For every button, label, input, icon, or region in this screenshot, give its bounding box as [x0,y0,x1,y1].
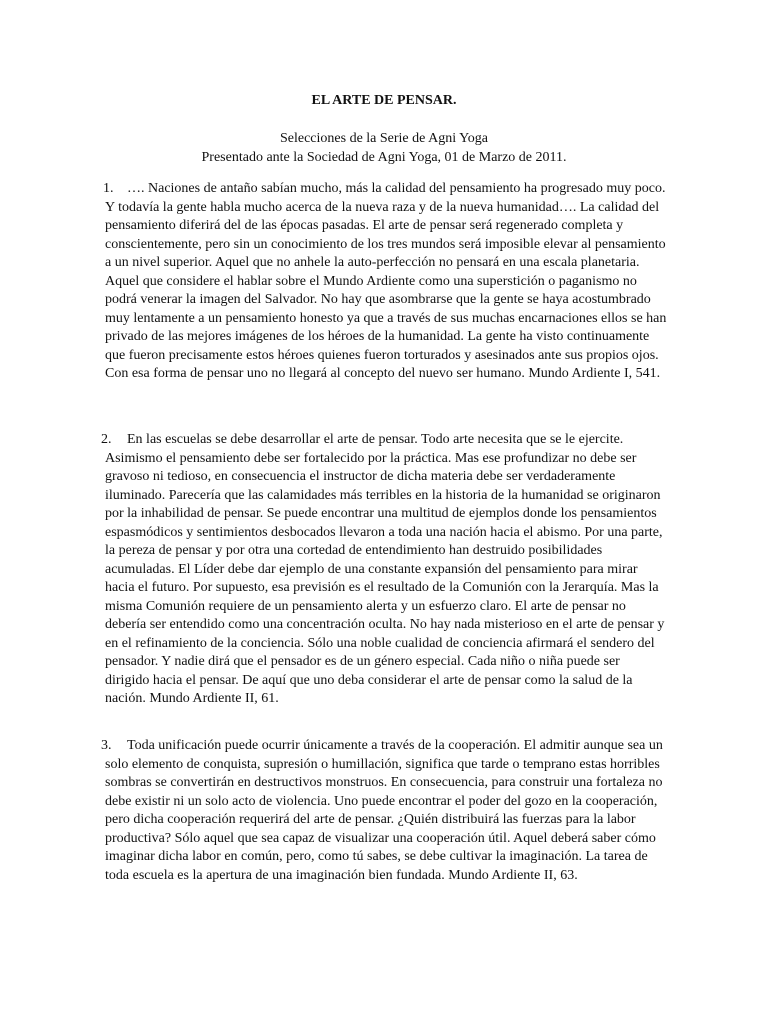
document-subtitle-series: Selecciones de la Serie de Agni Yoga [279,131,488,146]
paragraph-3 [101,737,667,885]
paragraph-text: En las escuelas se debe desarrollar el arte de pensar. Todo arte necesita que se le ejercite. Asimismo el pensamiento debe ser fortalecido por la práctica. Mas ese profundizar no debe ser gravoso ni tedioso, en consecuencia el instructor de dicha materia debe ser verdaderamente iluminado. Parecería que las calamidades más terribles en la historia de la humanidad se originaron por la inhabilidad de pensar. Se puede encontrar una multitud de ejemplos donde los pensamientos espasmódicos y sentimientos desbocados llevaron a toda una nación hacia el abismo. Por una parte, la pereza de pensar y por otra una cortedad de entendimiento han destruido posibilidades acumuladas. El Líder debe dar ejemplo de una constante expansión del pensamiento para mirar hacia el futuro. Por supuesto, esa previsión es el resultado de la Comunión con la Jerarquía. Mas la misma Comunión requiere de un pensamiento alerta y un esfuerzo claro. El arte de pensar no debería ser entendido como una concentración oculta. No hay nada misterioso en el arte de pensar y en el refinamiento de la conciencia. Sólo una noble cualidad de conciencia afirmará el sendero del pensador. Y nadie dirá que el pensador es de un género especial. Cada niño o niña puede ser dirigido hacia el pensar. De aquí que uno deba considerar el arte de pensar como la salud de la nación. Mundo Ardiente II, 61. [105,432,665,706]
paragraph-text: …. Naciones de antaño sabían mucho, más la calidad del pensamiento ha progresado muy poco. Y todavía la gente habla mucho acerca de la nueva raza y de la nueva humanidad…. La calidad del pensamiento diferirá del de las épocas pasadas. El arte de pensar será regenerado completa y conscientemente, pero sin un conocimiento de los tres mundos será imposible elevar al pensamiento a un nivel superior. Aquel que no anhele la auto-perfección no pensará en una escala planetaria. Aquel que considere el hablar sobre el Mundo Ardiente como una superstición o paganismo no podrá venerar la imagen del Salvador. No hay que asombrarse que la gente se haya acostumbrado muy lentamente a un pensamiento honesto ya que a través de sus muchas encarnaciones ellos se han privado de las mejores imágenes de los héroes de la humanidad. La gente ha visto continuamente que fueron precisamente estos héroes quienes fueron torturados y asesinados ante sus propios ojos. Con esa forma de pensar uno no llegará al concepto del nuevo ser humano. Mundo Ardiente I, 541. [105,181,667,381]
paragraph-1 [105,180,667,384]
paragraph-number: 2. [101,432,112,447]
document-subtitle-presented: Presentado ante la Sociedad de Agni Yoga, 01 de Marzo de 2011. [201,150,567,165]
paragraph-number: 1. [103,181,114,196]
paragraph-2 [101,431,667,709]
paragraph-number: 3. [101,738,112,753]
document-title: EL ARTE DE PENSAR. [311,93,457,108]
paragraph-text: Toda unificación puede ocurrir únicamente a través de la cooperación. El admitir aunque sea un solo elemento de conquista, supresión o humillación, significa que tarde o temprano estas horribles sombras se convertirán en destructivos monstruos. En consecuencia, para construir una fortaleza no debe existir ni un solo acto de violencia. Uno puede encontrar el poder del gozo en la cooperación, pero dicha cooperación requerirá del arte de pensar. ¿Quién distribuirá las fuerzas para la labor productiva? Sólo aquel que sea capaz de visualizar una cooperación útil. Aquel deberá saber cómo imaginar dicha labor en común, pero, como tú sabes, se debe cultivar la imaginación. La tarea de toda escuela es la apertura de una imaginación bien fundada. Mundo Ardiente II, 63. [105,738,663,883]
